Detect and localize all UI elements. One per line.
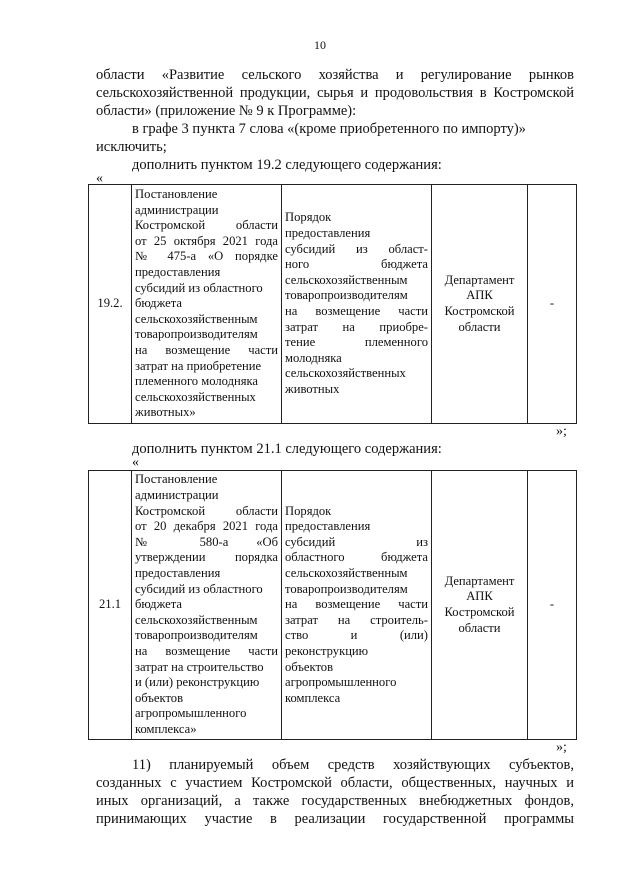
table-row <box>89 185 577 424</box>
purpose-line: предоставления <box>285 226 371 241</box>
department-cell <box>432 471 528 740</box>
dash-cell: - <box>528 471 577 740</box>
doc-line: субсидий из областного <box>135 280 263 295</box>
doc-line: от 20 декабря 2021 года <box>135 519 278 534</box>
purpose-line: реконструкцию <box>285 643 369 658</box>
doc-line: товаропроизводителям <box>135 628 258 643</box>
doc-line: бюджета <box>135 296 182 311</box>
department-line: Департамент <box>444 573 515 588</box>
document-cell <box>132 185 282 424</box>
page-number: 10 <box>314 38 326 52</box>
doc-line: агропромышленного <box>135 706 247 721</box>
doc-line: затрат на строительство <box>135 659 264 674</box>
department-line: АПК <box>466 288 493 303</box>
doc-line: Костромской области <box>135 503 278 518</box>
doc-line: от 25 октября 2021 года <box>135 233 278 248</box>
purpose-line: молодняка <box>285 350 342 365</box>
purpose-line: Порядок <box>285 210 332 225</box>
doc-line: на возмещение части <box>135 342 278 357</box>
open-quote-19-2: « <box>96 171 103 186</box>
purpose-line: субсидий из <box>285 534 428 549</box>
add-21-1-heading: дополнить пунктом 21.1 следующего содержания: <box>132 441 442 457</box>
item-number: 19.2. <box>89 185 132 424</box>
doc-line: комплекса» <box>135 721 197 736</box>
doc-line: животных» <box>135 405 196 420</box>
amend-line-1: в графе 3 пункта 7 слова «(кроме приобретенного по импорту)» <box>132 121 526 137</box>
doc-line: Постановление <box>135 472 218 487</box>
document-cell <box>132 471 282 740</box>
item-11-line-2: созданных с участием Костромской области, общественных, научных и <box>96 775 574 791</box>
purpose-line: затрат на строитель- <box>285 612 428 627</box>
dash-cell: - <box>528 185 577 424</box>
doc-line: сельскохозяйственным <box>135 612 258 627</box>
department-line: Костромской <box>444 605 515 619</box>
add-19-2-heading: дополнить пунктом 19.2 следующего содержания: <box>132 157 442 173</box>
doc-line: утверждении порядка <box>135 550 278 565</box>
intro-line-1: области «Развитие сельского хозяйства и регулирование рынков <box>96 67 574 83</box>
purpose-line: объектов <box>285 659 334 674</box>
doc-line: на возмещение части <box>135 643 278 658</box>
doc-line: № 580-а «Об <box>135 534 278 549</box>
item-11-line-1: 11) планируемый объем средств хозяйствующих субъектов, <box>132 757 574 773</box>
doc-line: администрации <box>135 488 219 503</box>
purpose-line: ного бюджета <box>285 257 428 272</box>
department-line: области <box>458 319 501 334</box>
doc-line: Костромской области <box>135 218 278 233</box>
doc-line: предоставления <box>135 566 221 581</box>
table-row <box>89 471 577 740</box>
doc-line: Постановление <box>135 187 218 202</box>
doc-line: товаропроизводителям <box>135 327 258 342</box>
intro-line-2: сельскохозяйственной продукции, сырья и продовольствия в Костромской <box>96 85 574 101</box>
purpose-line: товаропроизводителям <box>285 581 408 596</box>
doc-line: затрат на приобретение <box>135 358 262 373</box>
doc-line: и (или) реконструкцию <box>135 675 260 690</box>
purpose-line: товаропроизводителям <box>285 288 408 303</box>
intro-line-3: области» (приложение № 9 к Программе): <box>96 103 357 119</box>
table-item-21-1 <box>88 470 577 740</box>
purpose-cell <box>282 185 432 424</box>
doc-line: сельскохозяйственных <box>135 389 256 404</box>
purpose-line: животных <box>285 381 340 396</box>
doc-line: администрации <box>135 202 219 217</box>
doc-line: № 475-а «О порядке <box>135 249 278 264</box>
purpose-line: на возмещение части <box>285 304 428 318</box>
doc-line: сельскохозяйственным <box>135 311 258 326</box>
item-number: 21.1 <box>89 471 132 740</box>
purpose-line: субсидий из област- <box>285 241 428 256</box>
doc-line: бюджета <box>135 597 182 612</box>
purpose-cell <box>282 471 432 740</box>
open-quote-21-1: « <box>132 455 139 470</box>
purpose-line: ство и (или) <box>285 628 428 643</box>
table-item-19-2 <box>88 184 577 424</box>
purpose-line: областного бюджета <box>285 550 428 565</box>
purpose-line: комплекса <box>285 690 341 705</box>
department-line: Костромской <box>444 304 515 318</box>
close-quote-19-2: »; <box>556 424 567 439</box>
department-cell <box>432 185 528 424</box>
purpose-line: Порядок <box>285 503 332 518</box>
department-line: Департамент <box>444 272 515 287</box>
doc-line: племенного молодняка <box>135 374 259 389</box>
item-11-line-4: принимающих участие в реализации государственной программы <box>96 811 574 827</box>
purpose-line: сельскохозяйственных <box>285 366 406 381</box>
department-line: АПК <box>466 589 493 604</box>
purpose-line: тение племенного <box>285 335 428 350</box>
purpose-line: затрат на приобре- <box>285 319 428 334</box>
doc-line: предоставления <box>135 265 221 280</box>
purpose-line: агропромышленного <box>285 675 397 690</box>
doc-line: объектов <box>135 690 184 705</box>
purpose-line: на возмещение части <box>285 597 428 612</box>
item-11-line-3: иных организаций, а также государственных внебюджетных фондов, <box>96 793 574 809</box>
amend-line-2: исключить; <box>96 139 167 155</box>
close-quote-21-1: »; <box>556 740 567 755</box>
department-line: области <box>458 620 501 635</box>
purpose-line: предоставления <box>285 519 371 534</box>
purpose-line: сельскохозяйственным <box>285 272 408 287</box>
doc-line: субсидий из областного <box>135 581 263 596</box>
purpose-line: сельскохозяйственным <box>285 566 408 581</box>
